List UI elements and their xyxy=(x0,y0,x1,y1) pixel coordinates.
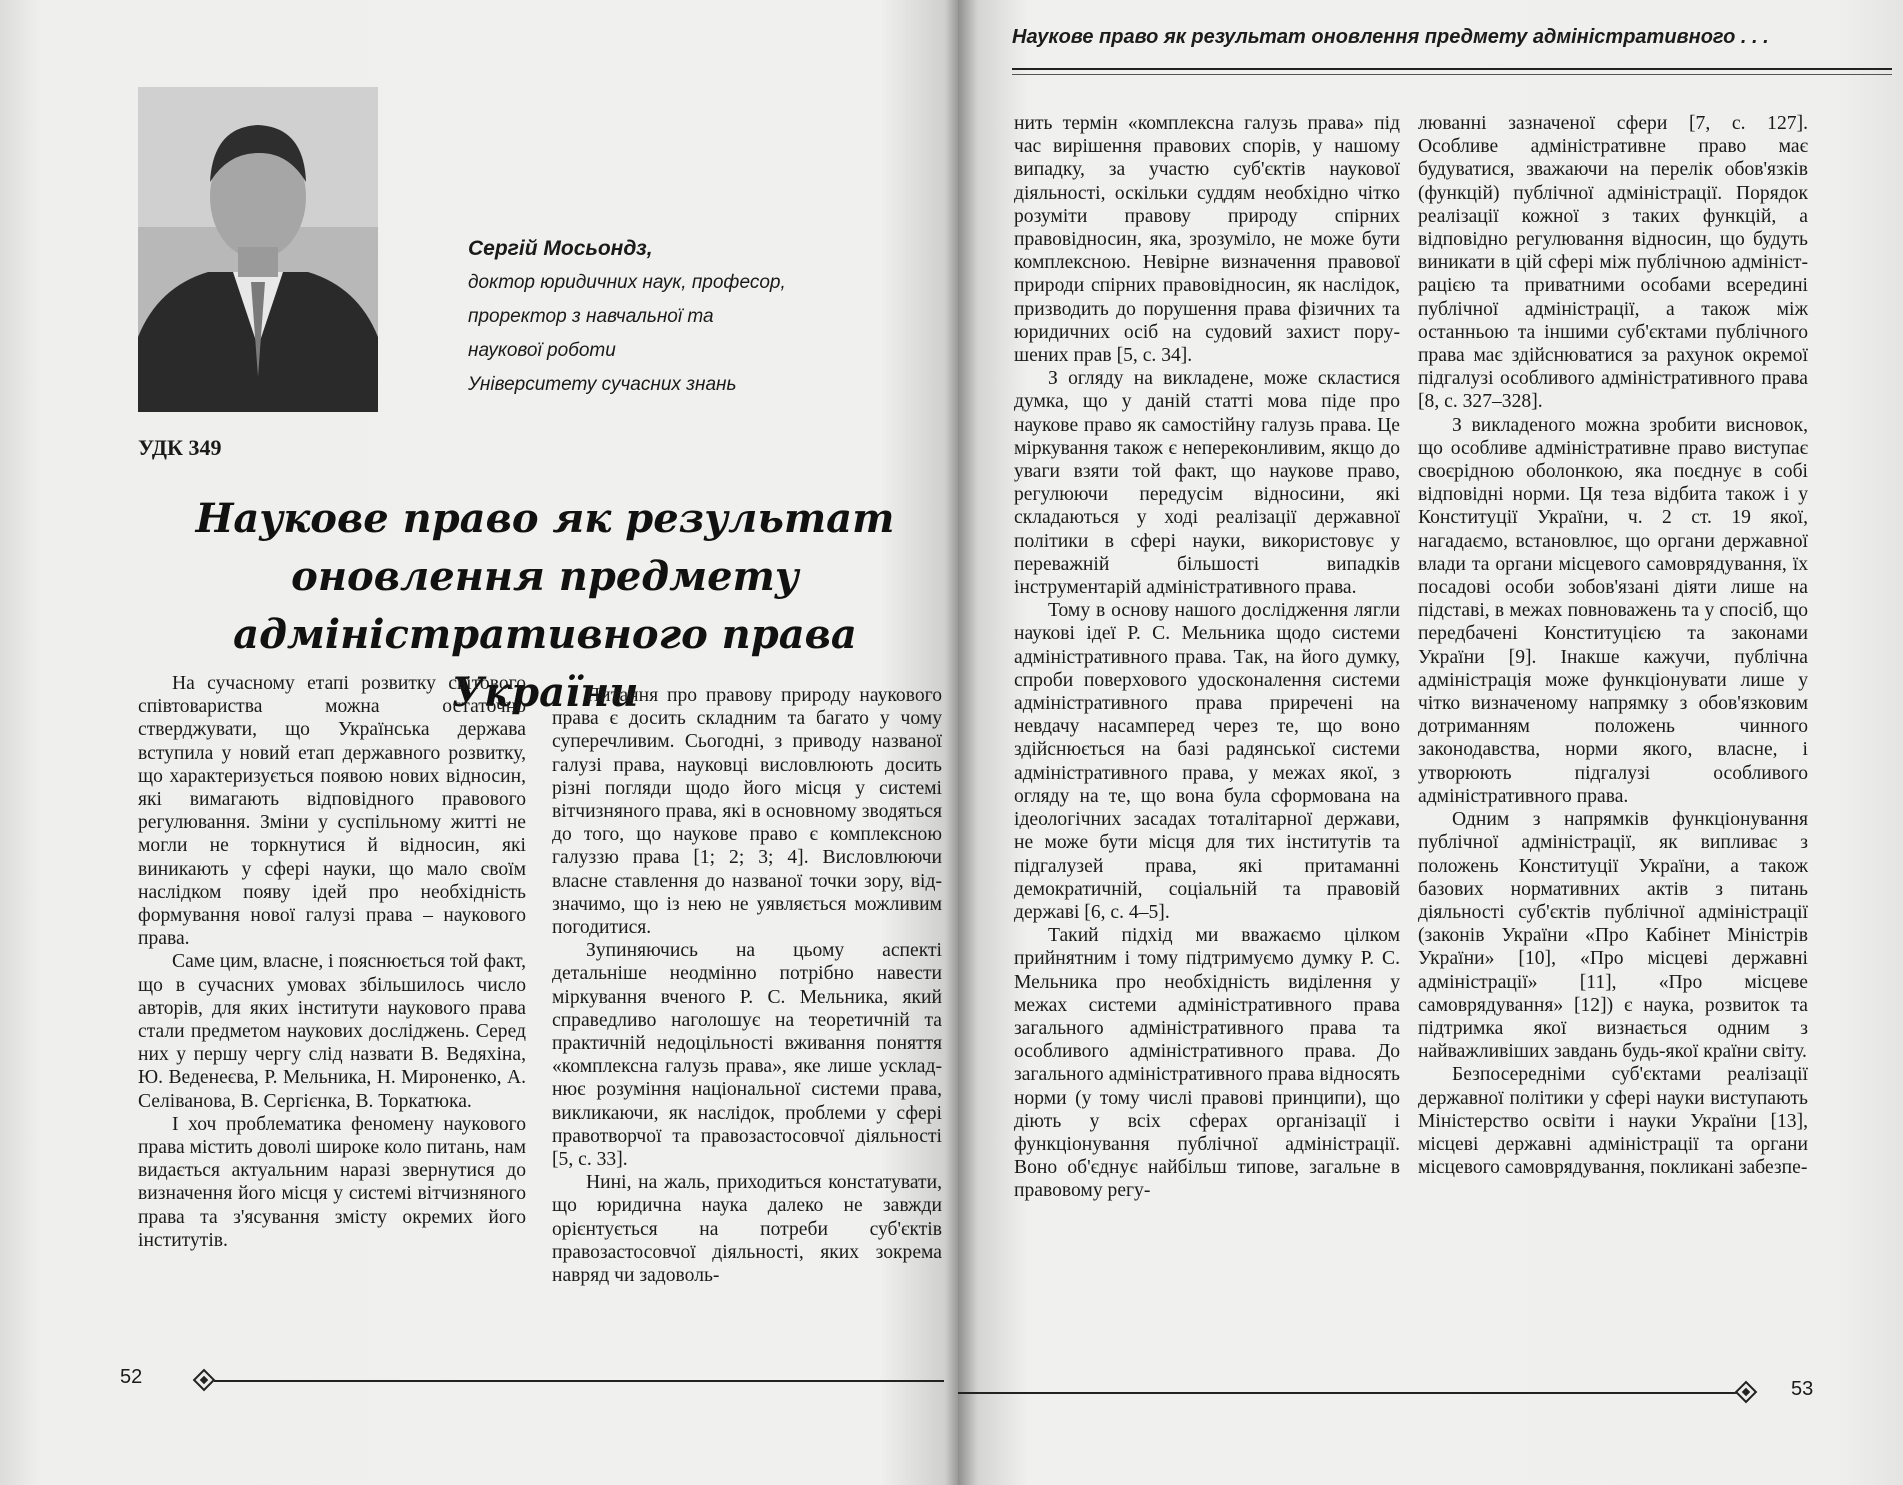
header-rule xyxy=(1012,68,1892,70)
paragraph: Одним з напрямків функціонування публічної адміністрації, як випливає з положень Конституції України, а також базових нормативних актів з питань діяльності суб'єктів публічної адміністрації (законів України «Про Кабінет Міністрів України» [10], «Про місцеві державні адміністрації» [11], «Про місцеве самоврядування» [12]) є наука, розвиток та підтримка якої визнається одним з найважливіших завдань будь-якої країни світу. xyxy=(1418,809,1808,1063)
ornament-diamond-icon xyxy=(193,1369,216,1392)
header-rule-thin xyxy=(1012,74,1892,75)
paragraph: Саме цим, власне, і пояснюється той факт, що в сучасних умовах збільшилось число авторів, для яких інститути наукового права стали предметом наукових досліджень. Серед них у першу чергу слід назвати В. Ведяхіна, Ю. Веденеєва, Р. Мельника, Н. Мироненко, А. Селіванова, В. Сергієнка, В. Торкатюка. xyxy=(138,951,526,1112)
paragraph: Зупиняючись на цьому аспекті детальніше неодмінно потрібно навести міркування вченого Р. С. Мельника, який справедливо наголошує на теоретичній та практичній недоцільності вживання поняття «комплексна галузь права», яке лише ускладнює розуміння національної системи права, викликаючи, як наслідок, проблеми у сфері правотворчої та правозастосовчої діяльності [5, с. 33]. xyxy=(552,940,942,1171)
author-university: Університету сучасних знань xyxy=(468,374,737,395)
page-number-left: 52 xyxy=(120,1366,143,1388)
paragraph: нить термін «комплексна галузь права» під час вирішення правових спорів, у нашому випадку, за участю суб'єктів наукової діяльності, оскільки суддям необхідно чітко розуміти правову природу спірних правовідносин, яка, зрозуміло, не може бути комплексною. Невірне визначення правової природи спірних правовідносин, як наслідок, призводить до порушення права фізичних та юридичних осіб на судовий захист порушених прав [5, с. 34]. xyxy=(1014,113,1400,367)
paragraph: На сучасному етапі розвитку світового співтовариства можна остаточно стверджувати, що Українська держава вступила у новий етап державного розвитку, що характеризується появою нових відносин, які вимагають відповідного правового регулювання. Зміни у суспільному житті не могли не торкнутися й відносин, які виникають у сфері науки, що мало своїм наслідком появу ідей про необхідність формування нової галузі права – наукового права. xyxy=(138,673,526,950)
paragraph: Нині, на жаль, приходиться констатувати, що юридична наука далеко не завжди орієнтується на потреби суб'єктів правозастосовчої діяльності, яких зокрема навряд чи задоволь- xyxy=(552,1172,942,1287)
footer-rule xyxy=(958,1392,1738,1394)
left-column-1 xyxy=(138,672,526,1252)
paragraph: Тому в основу нашого дослідження лягли наукові ідеї Р. С. Мельника щодо системи адміністративного права. Так, на його думку, спроби поверхового удосконалення системи адміністративного права приречені на невдачу насамперед через те, що воно здійснюється на базі радянської системи адміністративного права, у межах якої, з огляду на те, що вона була сформована на ідеологічних засадах тоталітарної держави, не може бути місця для тих інститутів та підгалузей права, які притаманні демократичній, соціальній та правовій державі [6, с. 4–5]. xyxy=(1014,600,1400,923)
author-degree: доктор юридичних наук, професор, xyxy=(468,272,786,293)
paragraph: Безпосередніми суб'єктами реалізації державної політики у сфері науки виступають Міністерство освіти і науки України [13], місцеві державні адміністрації та органи місцевого самоврядування, покликані забезпе- xyxy=(1418,1064,1808,1179)
udk-code: УДК 349 xyxy=(138,435,222,460)
author-name: Сергій Мосьондз, xyxy=(468,237,653,260)
right-column-1 xyxy=(1014,112,1400,1203)
paragraph: З викладеного можна зробити висновок, що особливе адміністративне право виступає своєрідною оболонкою, яка поєднує в собі відповідні норми. Ця теза відбита також і у Конституції України, ч. 2 ст. 19 якої, нагадаємо, встановлює, що органи державної влади та органи місцевого самоврядування, їх посадові особи зобов'язані діяти лише на підставі, в межах повноважень та у спосіб, що передбачені Конституцією та законами України [9]. Інакше кажучи, публічна адміністрація може функціонувати лише у чітко визначеному напрямку з обов'язковим дотриманням положень чинного законодавства, норми якого, власне, і утворюють підгалузі особливого адміністративного права. xyxy=(1418,414,1808,807)
running-head: Наукове право як результат оновлення предмету адміністративного . . . xyxy=(1012,26,1769,48)
author-photo xyxy=(138,87,378,412)
title-line-3: адміністративного права України xyxy=(233,611,857,716)
paragraph: І хоч проблематика феномену наукового права містить доволі широке коло питань, нам видається актуальним наразі звернутися до визначення його місця у системі вітчизняного права та з'ясування змісту окремих його інститутів. xyxy=(138,1113,526,1251)
author-block xyxy=(468,232,786,402)
right-page xyxy=(958,0,1903,1485)
author-portrait-image xyxy=(138,87,378,412)
ornament-diamond-icon xyxy=(1735,1381,1758,1404)
title-line-1: Наукове право як результат xyxy=(195,495,895,542)
author-position-2: наукової роботи xyxy=(468,340,616,361)
footer-rule xyxy=(214,1380,944,1382)
paragraph: люванні зазначеної сфери [7, с. 127]. Особливе адміністративне право має будуватися, зважаючи на перелік обов'язків (функцій) публічної адміністрації. Порядок реалізації кожної з таких функцій, а відповідно регулювання відносин, що будуть виникати в цій сфері між публічною адміністрацією та приватними особами всередині публічної адміністрації, а також між останньою та іншими суб'єктами публічного права має здійснюватися за рахунок окремої підгалузі особливого адміністративного права [8, с. 327–328]. xyxy=(1418,113,1808,413)
title-line-2: оновлення предмету xyxy=(291,553,799,600)
paragraph: Такий підхід ми вважаємо цілком прийнятним і тому підтримуємо думку Р. С. Мельника про необхідність виділення у межах системи адміністративного права загального адміністративного права та особливого адміністративного права. До загального адміністративного права відносять норми (у тому числі правові принципи), що діють у всіх сферах організації і функціонування публічної адміністрації. Воно об'єднує найбільш типове, загальне в правовому регу- xyxy=(1014,925,1400,1202)
page-number-right: 53 xyxy=(1791,1378,1814,1400)
paragraph: З огляду на викладене, може скластися думка, що у даній статті мова піде про наукове право як самостійну галузь права. Це міркування також є непереконливим, якщо до уваги взяти той факт, що наукове право, регулюючи передусім відносини, які складаються у ході реалізації державної політики в сфері науки, використовує у переважній більшості випадків інструментарій адміністративного права. xyxy=(1014,368,1400,599)
left-column-2 xyxy=(552,684,942,1287)
paragraph: Питання про правову природу наукового права є досить складним та багато у чому суперечливим. Сьогодні, з приводу названої галузі права, науковці висловлюють досить різні погляди щодо його місця у системі вітчизняного права, які в основному зводяться до того, що наукове право є комплексною галуззю права [1; 2; 3; 4]. Висловлюючи власне ставлення до названої точки зору, відзначимо, що із нею не уявляється можливим погодитися. xyxy=(552,685,942,939)
author-position-1: проректор з навчальної та xyxy=(468,306,714,327)
right-column-2 xyxy=(1418,112,1808,1179)
